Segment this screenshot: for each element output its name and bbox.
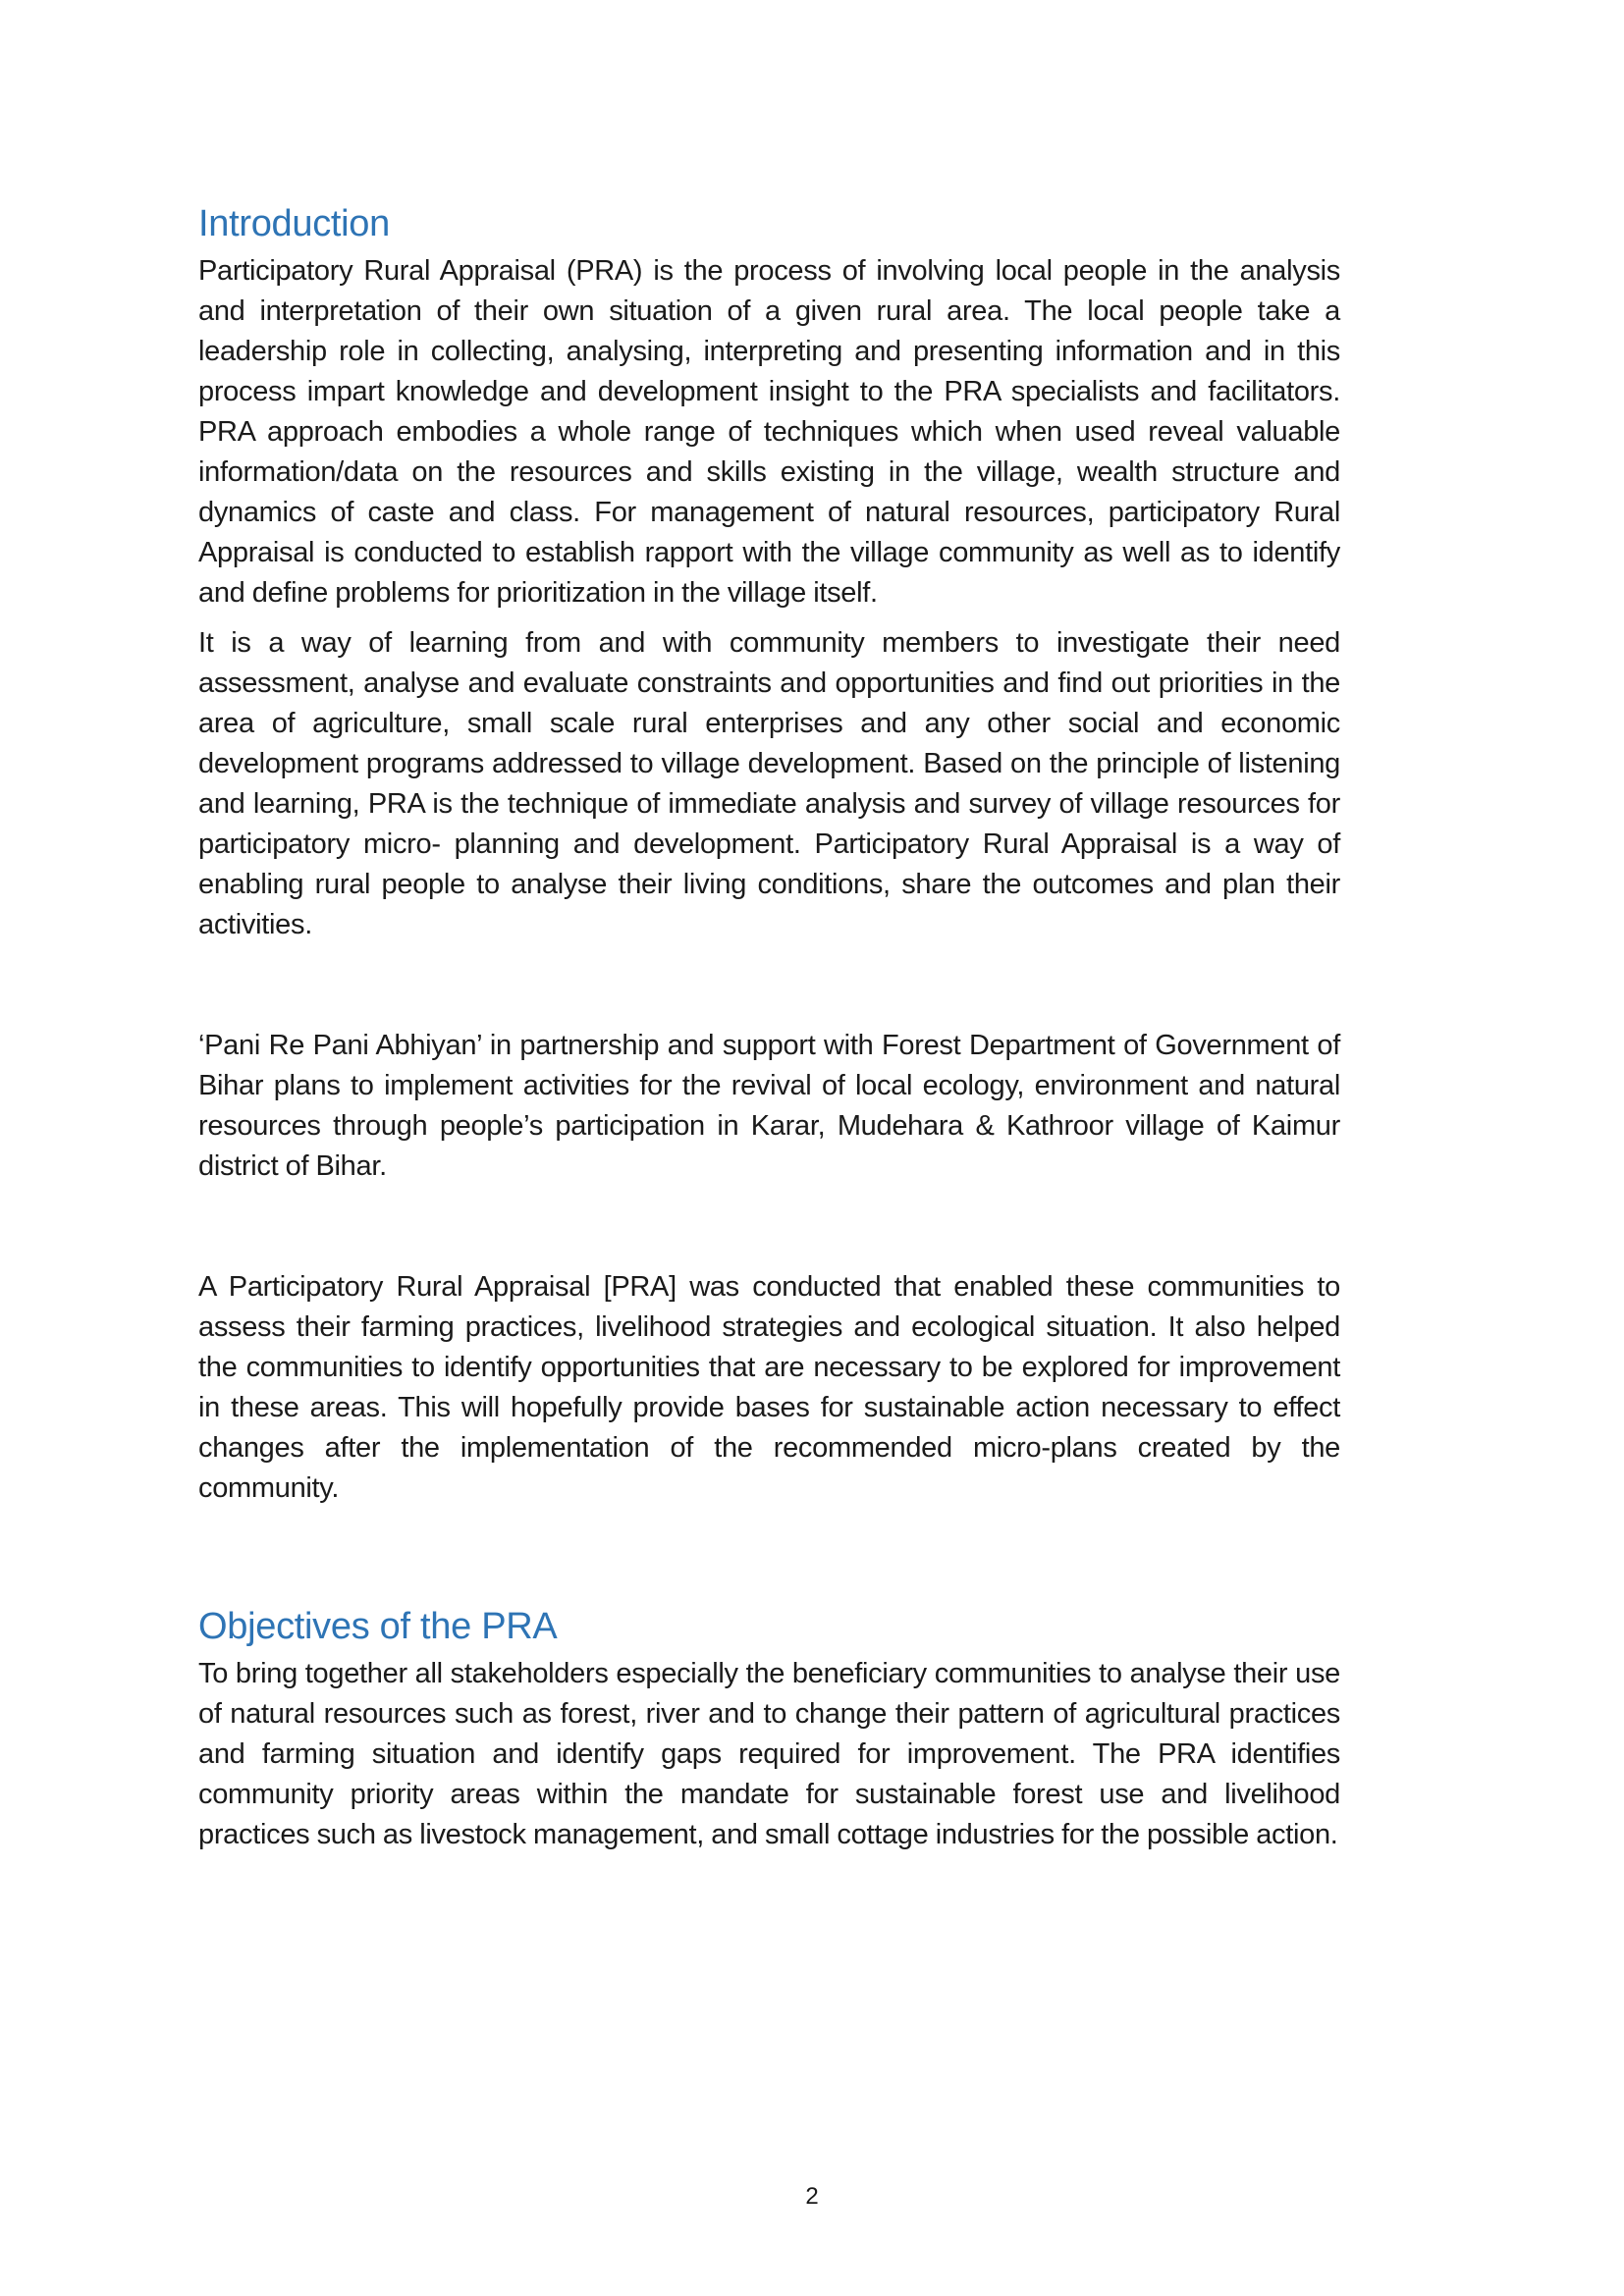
introduction-paragraph-2: It is a way of learning from and with community members to investigate their need assessment, analyse and evaluate constraints and opportunities and find out priorities in the area of agriculture, small scale rural enterprises and any other social and economic development programs addressed to village development. Based on the principle of listening and learning, PRA is the technique of immediate analysis and survey of village resources for participatory micro- planning and development. Participatory Rural Appraisal is a way of enabling rural people to analyse their living conditions, share the outcomes and plan their activities. [198,627,1340,940]
page-number: 2 [805,2183,819,2210]
introduction-paragraph-3: ‘Pani Re Pani Abhiyan’ in partnership and support with Forest Department of Government of Bihar plans to implement activities for the revival of local ecology, environment and natural resources through people’s participation in Karar, Mudehara & Kathroor village of Kaimur district of Bihar. [198,1030,1340,1182]
paragraph-spacer [198,945,1340,1026]
objectives-heading: Objectives of the PRA [198,1606,558,1647]
objectives-paragraph-1: To bring together all stakeholders especially the beneficiary communities to analyse their use of natural resources such as forest, river and to change their pattern of agricultural practices and farming situation and identify gaps required for improvement. The PRA identifies community priority areas within the mandate for sustainable forest use and livelihood practices such as livestock management, and small cottage industries for the possible action. [198,1658,1340,1850]
paragraph-spacer [198,614,1340,623]
section-spacer [198,1509,1340,1601]
paragraph-spacer [198,1187,1340,1267]
introduction-paragraph-1: Participatory Rural Appraisal (PRA) is the process of involving local people in the analysis and interpretation of their own situation of a given rural area. The local people take a leadership role in collecting, analysing, interpreting and presenting information and in this process impart knowledge and development insight to the PRA specialists and facilitators. PRA approach embodies a whole range of techniques which when used reveal valuable information/data on the resources and skills existing in the village, wealth structure and dynamics of caste and class. For management of natural resources, participatory Rural Appraisal is conducted to establish rapport with the village community as well as to identify and define problems for prioritization in the village itself. [198,255,1340,609]
introduction-paragraph-4: A Participatory Rural Appraisal [PRA] was conducted that enabled these communities to assess their farming practices, livelihood strategies and ecological situation. It also helped the communities to identify opportunities that are necessary to be explored for improvement in these areas. This will hopefully provide bases for sustainable action necessary to effect changes after the implementation of the recommended micro-plans created by the community. [198,1271,1340,1504]
page-content [198,198,1340,1855]
introduction-heading: Introduction [198,203,390,244]
